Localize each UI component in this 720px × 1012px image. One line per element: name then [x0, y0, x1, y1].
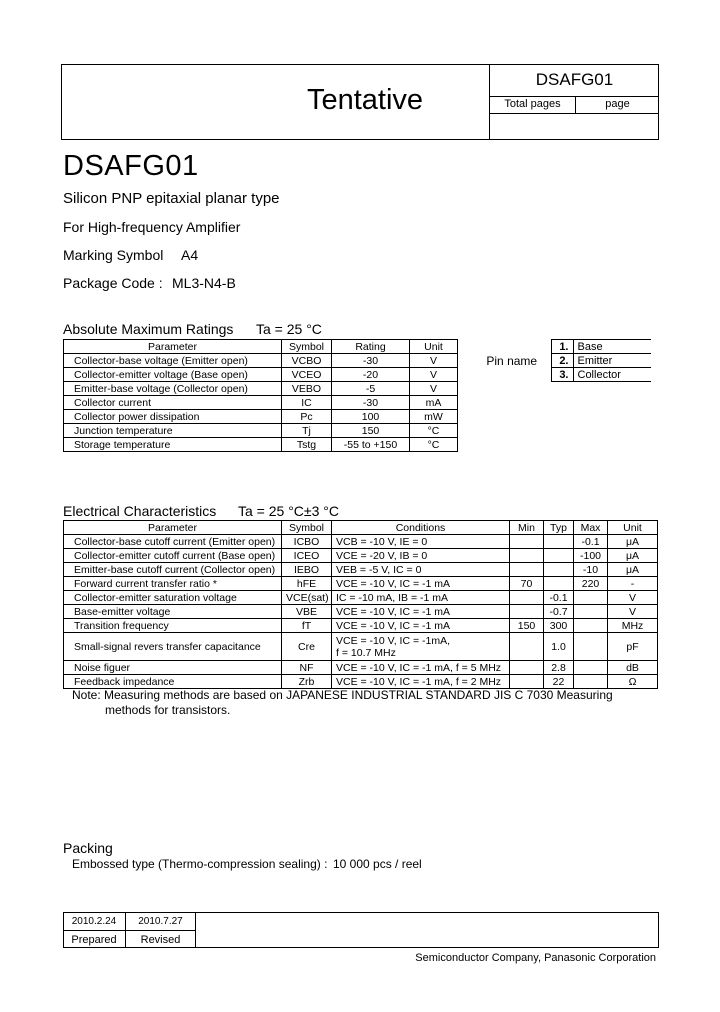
table-row	[64, 396, 458, 410]
table-row	[64, 619, 658, 633]
page-title: DSAFG01	[63, 150, 199, 182]
min-cell	[510, 535, 544, 549]
table-row	[64, 424, 458, 438]
table-row	[64, 368, 458, 382]
symbol-cell: VEBO	[282, 382, 332, 396]
header-cell: Rating	[332, 340, 410, 354]
unit-cell: V	[608, 605, 658, 619]
unit-cell: V	[410, 354, 458, 368]
symbol-cell: VBE	[282, 605, 332, 619]
packing-title: Packing	[63, 840, 113, 856]
symbol-cell: Cre	[282, 633, 332, 661]
table-row	[64, 661, 658, 675]
header-cell: Unit	[410, 340, 458, 354]
unit-cell: dB	[608, 661, 658, 675]
table-row	[64, 591, 658, 605]
pin-function: Base	[573, 340, 651, 354]
packing-quantity: 10 000 pcs / reel	[333, 857, 422, 871]
revised-label: Revised	[140, 934, 181, 946]
abs-max-table	[63, 339, 458, 452]
elec-char-condition: Ta = 25 °C±3 °C	[238, 503, 339, 519]
unit-cell: Ω	[608, 675, 658, 689]
conditions-cell: VCE = -10 V, IC = -1 mA	[332, 619, 510, 633]
pin-number: 3.	[551, 368, 573, 382]
unit-cell: V	[608, 591, 658, 605]
unit-cell: μA	[608, 549, 658, 563]
parameter-cell: Collector-base voltage (Emitter open)	[64, 354, 282, 368]
note-line: methods for transistors.	[105, 703, 231, 717]
max-cell: 220	[574, 577, 608, 591]
unit-cell: mA	[410, 396, 458, 410]
rating-cell: -20	[332, 368, 410, 382]
table-row	[64, 438, 458, 452]
parameter-cell: Transition frequency	[64, 619, 282, 633]
conditions-cell: IC = -10 mA, IB = -1 mA	[332, 591, 510, 605]
header-cell: Parameter	[64, 340, 282, 354]
parameter-cell: Collector power dissipation	[64, 410, 282, 424]
unit-cell: mW	[410, 410, 458, 424]
min-cell	[510, 591, 544, 605]
symbol-cell: NF	[282, 661, 332, 675]
parameter-cell: Collector-emitter cutoff current (Base open)	[64, 549, 282, 563]
symbol-cell: VCEO	[282, 368, 332, 382]
min-cell	[510, 661, 544, 675]
typ-cell	[544, 577, 574, 591]
typ-cell: 1.0	[544, 633, 574, 661]
package-code-label: Package Code :	[63, 275, 163, 291]
parameter-cell: Collector-emitter saturation voltage	[64, 591, 282, 605]
unit-cell: MHz	[608, 619, 658, 633]
abs-max-condition: Ta = 25 °C	[256, 321, 322, 337]
unit-cell: °C	[410, 438, 458, 452]
table-row	[64, 382, 458, 396]
pin-number: 1.	[551, 340, 573, 354]
symbol-cell: Zrb	[282, 675, 332, 689]
max-cell: -0.1	[574, 535, 608, 549]
symbol-cell: ICEO	[282, 549, 332, 563]
page-label: page	[605, 98, 630, 110]
device-type: Silicon PNP epitaxial planar type	[63, 190, 280, 207]
parameter-cell: Collector-base cutoff current (Emitter open)	[64, 535, 282, 549]
table-row	[64, 549, 658, 563]
total-pages-label: Total pages	[504, 98, 561, 110]
typ-cell	[544, 549, 574, 563]
rating-cell: -30	[332, 396, 410, 410]
max-cell: -10	[574, 563, 608, 577]
pin-function: Emitter	[573, 354, 651, 368]
revised-date: 2010.7.27	[138, 916, 183, 927]
document-status: Tentative	[306, 84, 424, 116]
note-line: Note: Measuring methods are based on JAPANESE INDUSTRIAL STANDARD JIS C 7030 Measuring	[72, 688, 613, 702]
abs-max-title: Absolute Maximum Ratings	[63, 321, 234, 337]
prepared-label: Prepared	[71, 934, 117, 946]
min-cell: 70	[510, 577, 544, 591]
typ-cell: 2.8	[544, 661, 574, 675]
typ-cell	[544, 535, 574, 549]
min-cell	[510, 605, 544, 619]
min-cell	[510, 549, 544, 563]
max-cell	[574, 675, 608, 689]
unit-cell: V	[410, 368, 458, 382]
table-row	[64, 605, 658, 619]
typ-cell: 300	[544, 619, 574, 633]
table-row	[64, 633, 658, 661]
parameter-cell: Base-emitter voltage	[64, 605, 282, 619]
table-row	[473, 340, 651, 354]
parameter-cell: Feedback impedance	[64, 675, 282, 689]
header-cell: Conditions	[332, 521, 510, 535]
header-cell: Min	[510, 521, 544, 535]
table-header-row	[64, 340, 458, 354]
packing-type: Embossed type (Thermo-compression sealing) :	[72, 857, 328, 871]
max-cell	[574, 633, 608, 661]
conditions-cell: VCE = -10 V, IC = -1 mA, f = 5 MHz	[332, 661, 510, 675]
header-rule	[489, 96, 659, 97]
symbol-cell: hFE	[282, 577, 332, 591]
table-header-row	[64, 521, 658, 535]
table-row	[64, 354, 458, 368]
header-cell: Symbol	[282, 521, 332, 535]
header-cell: Symbol	[282, 340, 332, 354]
header-part-number: DSAFG01	[535, 70, 614, 89]
table-row	[64, 675, 658, 689]
parameter-cell: Forward current transfer ratio *	[64, 577, 282, 591]
rating-cell: 100	[332, 410, 410, 424]
application: For High-frequency Amplifier	[63, 219, 241, 235]
rating-cell: 150	[332, 424, 410, 438]
elec-char-table	[63, 520, 658, 689]
parameter-cell: Collector current	[64, 396, 282, 410]
rating-cell: -5	[332, 382, 410, 396]
min-cell	[510, 633, 544, 661]
max-cell	[574, 605, 608, 619]
symbol-cell: Tstg	[282, 438, 332, 452]
conditions-line: f = 10.7 MHz	[336, 646, 396, 659]
symbol-cell: Pc	[282, 410, 332, 424]
marking-symbol-label: Marking Symbol	[63, 247, 164, 263]
rating-cell: -55 to +150	[332, 438, 410, 452]
header-cell: Parameter	[64, 521, 282, 535]
parameter-cell: Noise figuer	[64, 661, 282, 675]
table-row	[64, 535, 658, 549]
unit-cell: μA	[608, 535, 658, 549]
conditions-cell: VCB = -10 V, IE = 0	[332, 535, 510, 549]
typ-cell: -0.7	[544, 605, 574, 619]
symbol-cell: ICBO	[282, 535, 332, 549]
pin-function: Collector	[573, 368, 651, 382]
elec-char-title: Electrical Characteristics	[63, 503, 217, 519]
symbol-cell: IC	[282, 396, 332, 410]
header-rule	[489, 113, 659, 114]
symbol-cell: VCE(sat)	[282, 591, 332, 605]
parameter-cell: Small-signal revers transfer capacitance	[64, 633, 282, 661]
marking-symbol-value: A4	[181, 247, 199, 263]
table-row	[64, 577, 658, 591]
parameter-cell: Emitter-base cutoff current (Collector open)	[64, 563, 282, 577]
max-cell	[574, 591, 608, 605]
conditions-line: VCE = -10 V, IC = -1mA,	[336, 634, 450, 647]
min-cell	[510, 675, 544, 689]
pin-name-table	[473, 339, 651, 382]
table-row	[64, 563, 658, 577]
conditions-cell: VCE = -10 V, IC = -1 mA, f = 2 MHz	[332, 675, 510, 689]
company-name: Semiconductor Company, Panasonic Corporation	[415, 952, 656, 964]
unit-cell: °C	[410, 424, 458, 438]
table-row	[64, 410, 458, 424]
prepared-date: 2010.2.24	[71, 916, 117, 927]
symbol-cell: Tj	[282, 424, 332, 438]
package-code-value: ML3-N4-B	[172, 275, 236, 291]
approval-divider	[195, 912, 196, 948]
pin-number: 2.	[551, 354, 573, 368]
unit-cell: μA	[608, 563, 658, 577]
min-cell	[510, 563, 544, 577]
typ-cell	[544, 563, 574, 577]
symbol-cell: VCBO	[282, 354, 332, 368]
conditions-cell: VEB = -5 V, IC = 0	[332, 563, 510, 577]
rating-cell: -30	[332, 354, 410, 368]
max-cell	[574, 619, 608, 633]
max-cell	[574, 661, 608, 675]
typ-cell: 22	[544, 675, 574, 689]
header-cell: Max	[574, 521, 608, 535]
approval-rule	[63, 930, 195, 931]
parameter-cell: Emitter-base voltage (Collector open)	[64, 382, 282, 396]
symbol-cell: fT	[282, 619, 332, 633]
header-cell: Typ	[544, 521, 574, 535]
conditions-cell	[332, 633, 510, 661]
conditions-cell: VCE = -10 V, IC = -1 mA	[332, 605, 510, 619]
conditions-cell: VCE = -10 V, IC = -1 mA	[332, 577, 510, 591]
header-cell: Unit	[608, 521, 658, 535]
pin-name-label: Pin name	[486, 353, 538, 368]
parameter-cell: Junction temperature	[64, 424, 282, 438]
typ-cell: -0.1	[544, 591, 574, 605]
min-cell: 150	[510, 619, 544, 633]
parameter-cell: Storage temperature	[64, 438, 282, 452]
unit-cell: pF	[608, 633, 658, 661]
max-cell: -100	[574, 549, 608, 563]
parameter-cell: Collector-emitter voltage (Base open)	[64, 368, 282, 382]
conditions-cell: VCE = -20 V, IB = 0	[332, 549, 510, 563]
unit-cell: -	[608, 577, 658, 591]
unit-cell: V	[410, 382, 458, 396]
symbol-cell: IEBO	[282, 563, 332, 577]
